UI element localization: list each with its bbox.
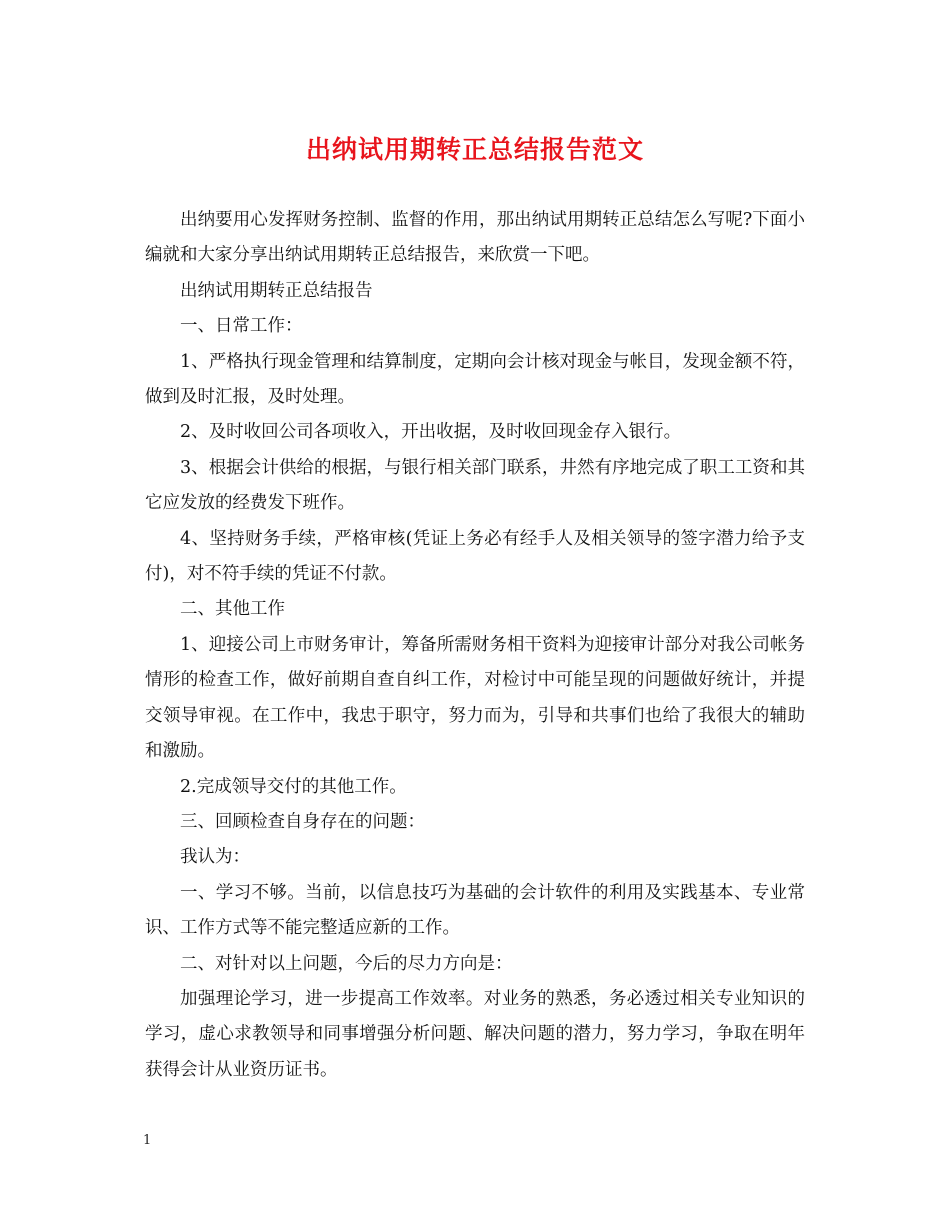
document-title: 出纳试用期转正总结报告范文 (305, 135, 644, 164)
page-number: 1 (143, 1133, 152, 1148)
paragraph-daily-4: 4、坚持财务手续，严格审核(凭证上务必有经手人及相关领导的签字潜力给予支付)，对不符手续的凭证不付款。 (145, 528, 805, 585)
paragraph-i-think: 我认为： (180, 847, 250, 868)
document-body (145, 203, 805, 1088)
paragraph-intro: 出纳要用心发挥财务控制、监督的作用，那出纳试用期转正总结怎么写呢?下面小编就和大家分享出纳试用期转正总结报告，来欣赏一下吧。 (145, 210, 805, 266)
paragraph-conclusion: 加强理论学习，进一步提高工作效率。对业务的熟悉，务必透过相关专业知识的学习，虚心求教领导和同事增强分析问题、解决问题的潜力，努力学习，争取在明年获得会计从业资历证书。 (145, 988, 805, 1080)
paragraph-daily-1: 1、严格执行现金管理和结算制度，定期向会计核对现金与帐目，发现金额不符，做到及时汇报，及时处理。 (145, 351, 805, 408)
section-heading-daily-work: 一、日常工作： (180, 316, 303, 337)
section-heading-other-work: 二、其他工作 (180, 599, 285, 620)
paragraph-daily-3: 3、根据会计供给的根据，与银行相关部门联系，井然有序地完成了职工工资和其它应发放的经费发下班作。 (145, 457, 805, 514)
section-heading-review: 三、回顾检查自身存在的问题： (180, 811, 425, 832)
paragraph-review-2: 二、对针对以上问题，今后的尽力方向是： (180, 953, 513, 974)
paragraph-daily-2: 2、及时收回公司各项收入，开出收据，及时收回现金存入银行。 (180, 422, 682, 443)
paragraph-review-1: 一、学习不够。当前，以信息技巧为基础的会计软件的利用及实践基本、专业常识、工作方式等不能完整适应新的工作。 (145, 882, 805, 939)
paragraph-other-1: 1、迎接公司上市财务审计，筹备所需财务相干资料为迎接审计部分对我公司帐务情形的检查工作，做好前期自查自纠工作，对检讨中可能呈现的问题做好统计，并提交领导审视。在工作中，我忠于职守，努力而为，引导和共事们也给了我很大的辅助和激励。 (145, 634, 805, 762)
paragraph-other-2: 2.完成领导交付的其他工作。 (180, 776, 407, 797)
paragraph-report-heading: 出纳试用期转正总结报告 (180, 280, 373, 301)
